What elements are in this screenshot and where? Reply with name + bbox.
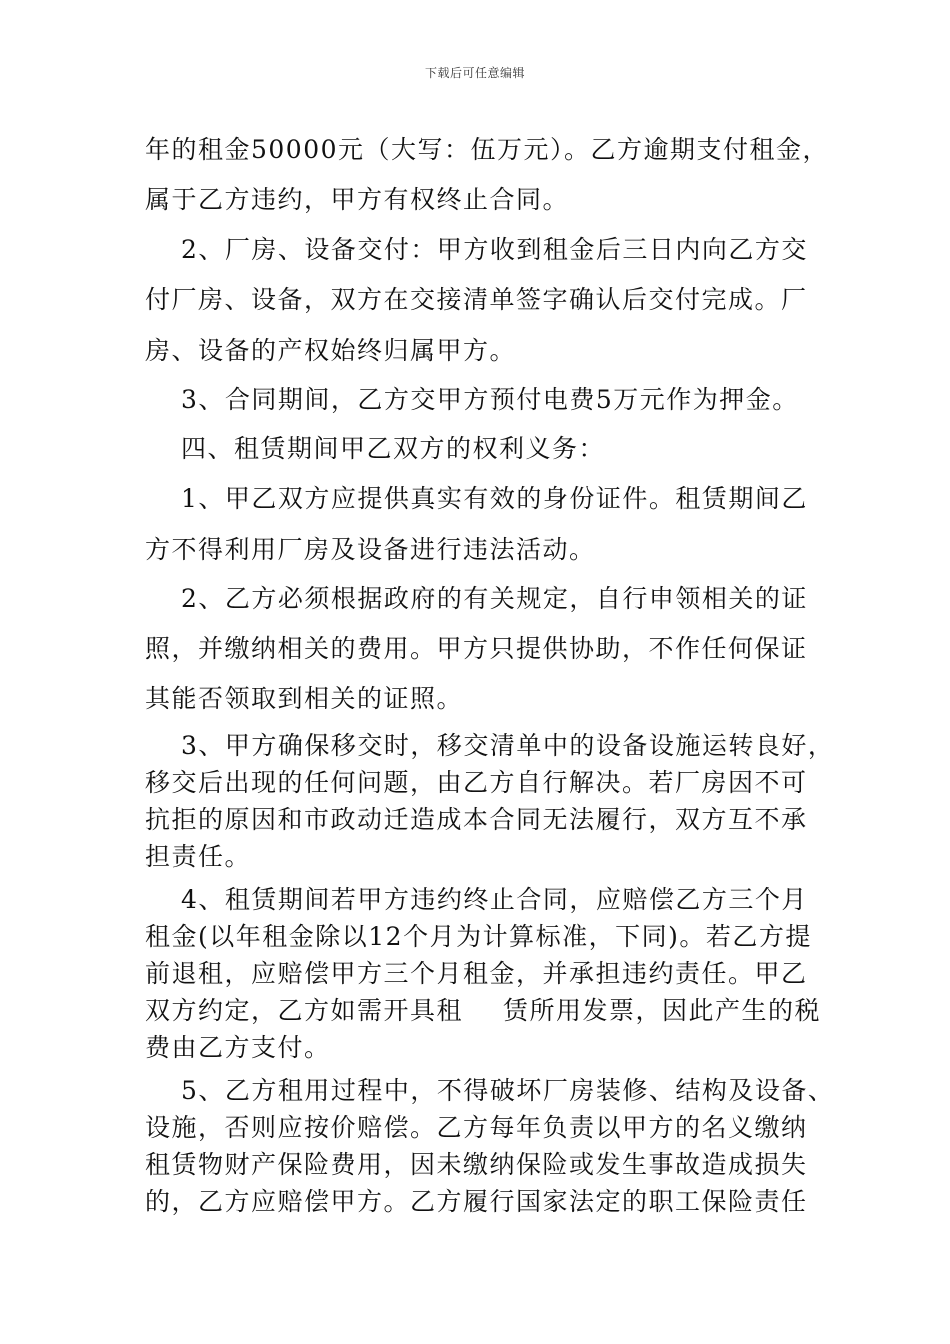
text-line: 5、乙方租用过程中，不得破坏厂房装修、结构及设备、: [145, 1076, 835, 1105]
text-line: 前退租，应赔偿甲方三个月租金，并承担违约责任。甲乙: [145, 959, 808, 988]
text-segment: 双方约定，乙方如需开具租: [145, 996, 464, 1025]
text-line: 四、租赁期间甲乙双方的权利义务：: [145, 434, 605, 463]
text-line: 1、甲乙双方应提供真实有效的身份证件。租赁期间乙: [145, 484, 808, 513]
text-line: 费由乙方支付。: [145, 1033, 331, 1062]
text-segment: 赁所用发票，因此产生的税: [503, 996, 822, 1025]
text-line: 租赁物财产保险费用，因未缴纳保险或发生事故造成损失: [145, 1150, 808, 1179]
text-line: 年的租金50000元（大写：伍万元）。乙方逾期支付租金，: [145, 135, 830, 164]
text-line: 抗拒的原因和市政动迁造成本合同无法履行，双方互不承: [145, 805, 808, 834]
text-line: 3、甲方确保移交时，移交清单中的设备设施运转良好，: [145, 731, 835, 760]
text-line: 移交后出现的任何问题，由乙方自行解决。若厂房因不可: [145, 768, 808, 797]
text-line: 担责任。: [145, 842, 252, 871]
text-line: 2、乙方必须根据政府的有关规定，自行申领相关的证: [145, 584, 808, 613]
text-line: 2、厂房、设备交付：甲方收到租金后三日内向乙方交: [145, 235, 808, 264]
text-line: 租金(以年租金除以12个月为计算标准，下同)。若乙方提: [145, 922, 812, 951]
text-line: [145, 996, 821, 1026]
text-line: 方不得利用厂房及设备进行违法活动。: [145, 535, 596, 564]
text-line: 照，并缴纳相关的费用。甲方只提供协助，不作任何保证: [145, 634, 808, 663]
text-line: 3、合同期间，乙方交甲方预付电费5万元作为押金。: [145, 385, 799, 414]
text-line: 其能否领取到相关的证照。: [145, 684, 464, 713]
text-line: 设施，否则应按价赔偿。乙方每年负责以甲方的名义缴纳: [145, 1113, 808, 1142]
text-line: 付厂房、设备，双方在交接清单签字确认后交付完成。厂: [145, 285, 808, 314]
text-line: 的，乙方应赔偿甲方。乙方履行国家法定的职工保险责任: [145, 1187, 808, 1216]
text-line: 房、设备的产权始终归属甲方。: [145, 336, 517, 365]
text-line: 属于乙方违约，甲方有权终止合同。: [145, 185, 570, 214]
text-line: 4、租赁期间若甲方违约终止合同，应赔偿乙方三个月: [145, 885, 808, 914]
page-header: 下载后可任意编辑: [424, 66, 525, 80]
